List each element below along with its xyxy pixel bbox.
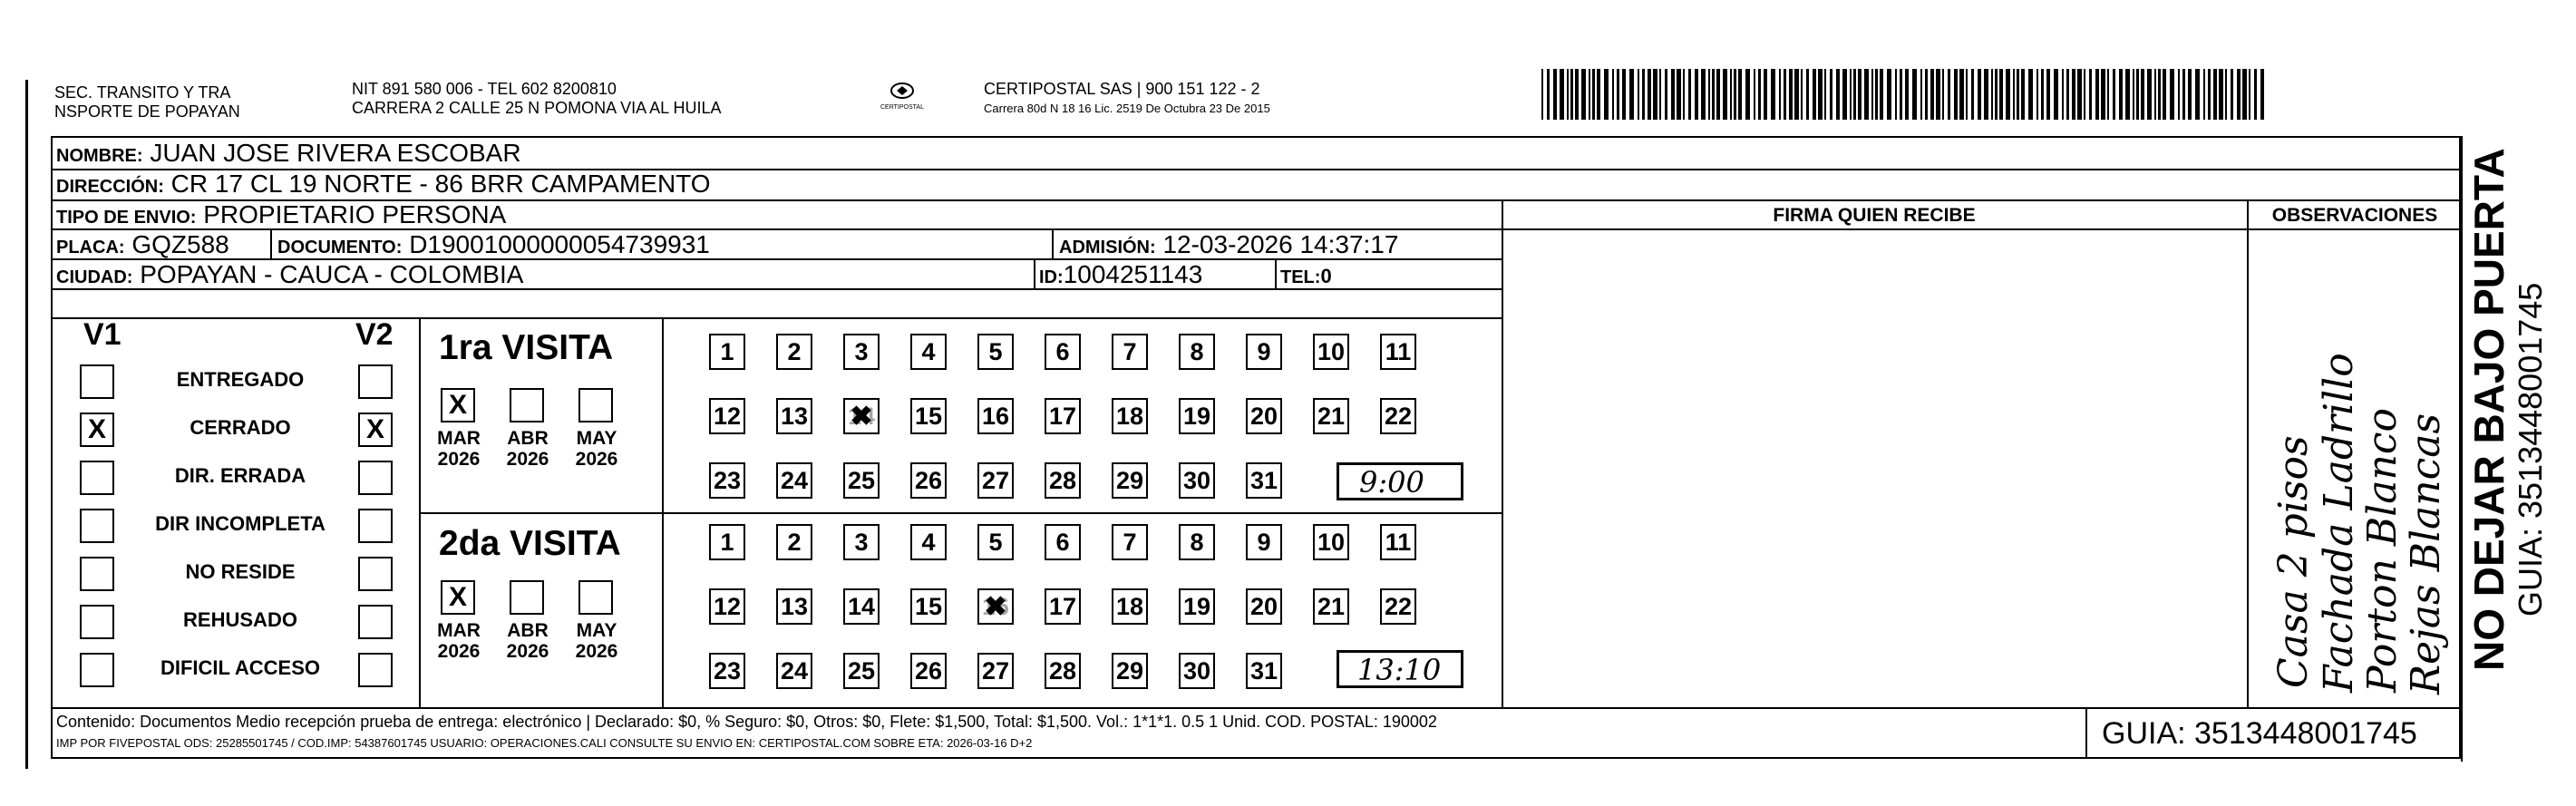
- day-box[interactable]: 18: [1112, 398, 1148, 434]
- day-box[interactable]: 3: [843, 334, 880, 370]
- side-guia: GUIA: 3513448001745: [2512, 282, 2549, 617]
- tel-field: TEL:0: [1280, 265, 1332, 287]
- month-checkbox[interactable]: [578, 388, 613, 422]
- status-label: ENTREGADO: [176, 368, 305, 391]
- day-box[interactable]: 30: [1179, 462, 1215, 499]
- status-label: DIR INCOMPLETA: [155, 512, 326, 535]
- day-box[interactable]: 13: [776, 398, 812, 434]
- status-v1-checkbox[interactable]: [80, 509, 114, 543]
- status-v1-checkbox[interactable]: [80, 364, 114, 399]
- day-box[interactable]: 4: [910, 334, 947, 370]
- day-box[interactable]: 16: [977, 398, 1014, 434]
- direccion-row: DIRECCIÓN: CR 17 CL 19 NORTE - 86 BRR CAMPAMENTO: [56, 170, 711, 198]
- day-box[interactable]: 16 ✖: [977, 588, 1014, 625]
- col-divider: [1502, 199, 1503, 707]
- nombre-row: NOMBRE: JUAN JOSE RIVERA ESCOBAR: [56, 139, 521, 167]
- visit2-time: 13:10: [1357, 653, 1442, 687]
- visit2-title: 2da VISITA: [439, 524, 621, 563]
- day-box[interactable]: 15: [910, 398, 947, 434]
- no-dejar-label: NO DEJAR BAJO PUERTA: [2465, 148, 2513, 671]
- status-v2-checkbox[interactable]: [358, 605, 393, 639]
- month-checkbox[interactable]: [510, 580, 544, 615]
- day-box[interactable]: 3: [843, 524, 880, 560]
- status-v2-checkbox[interactable]: [358, 461, 393, 495]
- row-divider: [51, 707, 2461, 709]
- status-v1-checkbox[interactable]: X: [80, 413, 114, 447]
- cell-divider: [2085, 707, 2087, 759]
- obs-line-4: Rejas Blancas: [2403, 413, 2449, 694]
- status-label: NO RESIDE: [185, 560, 296, 583]
- firma-header: FIRMA QUIEN RECIBE: [1773, 205, 1976, 226]
- day-box[interactable]: 5: [977, 334, 1014, 370]
- day-box[interactable]: 4: [910, 524, 947, 560]
- day-box[interactable]: 17: [1045, 588, 1081, 625]
- day-box[interactable]: 19: [1179, 588, 1215, 625]
- footer-content: Contenido: Documentos Medio recepción prueba de entrega: electrónico | Declarado: $0, % Seguro: $0, Otros: $0, Flete: $1,500, Total: $1,500. Vol.: 1*1*1. 0.5 1 Unid. COD. POSTAL: 190002: [56, 713, 1437, 731]
- cell-divider: [1034, 258, 1035, 288]
- status-v1-checkbox[interactable]: [80, 557, 114, 591]
- visit1-time-box: [1337, 462, 1463, 500]
- visit2-time-box: [1337, 650, 1463, 688]
- day-box[interactable]: 15: [910, 588, 947, 625]
- documento: DOCUMENTO: D19001000000054739931: [277, 230, 710, 258]
- status-label: REHUSADO: [183, 608, 297, 631]
- month-label: MAY 2026: [575, 428, 618, 470]
- obs-line-1: Casa 2 pisos: [2270, 435, 2317, 688]
- day-box[interactable]: 23: [709, 653, 745, 689]
- ciudad: CIUDAD: POPAYAN - CAUCA - COLOMBIA: [56, 260, 524, 288]
- day-box[interactable]: 14 ✖: [843, 398, 880, 434]
- month-label: ABR 2026: [506, 428, 549, 470]
- placa: PLACA: GQZ588: [56, 230, 229, 258]
- cell-divider: [1275, 258, 1277, 288]
- day-box[interactable]: 23: [709, 462, 745, 499]
- left-edge-line: [25, 80, 28, 769]
- day-box[interactable]: 2: [776, 524, 812, 560]
- obs-line-2: Fachada Ladrillo: [2316, 353, 2362, 693]
- footer-guia: GUIA: 3513448001745: [2102, 716, 2417, 751]
- cell-divider: [1052, 228, 1054, 258]
- day-box[interactable]: 20: [1246, 398, 1282, 434]
- day-box[interactable]: 24: [776, 462, 812, 499]
- day-box[interactable]: 17: [1045, 398, 1081, 434]
- sender-address: NIT 891 580 006 - TEL 602 8200810 CARRERA 2 CALLE 25 N POMONA VIA AL HUILA: [352, 80, 722, 117]
- day-box[interactable]: 26: [910, 462, 947, 499]
- month-checkbox[interactable]: X: [441, 580, 475, 615]
- day-box[interactable]: 8: [1179, 334, 1215, 370]
- status-v2-checkbox[interactable]: [358, 557, 393, 591]
- status-v1-checkbox[interactable]: [80, 605, 114, 639]
- v1-label: V1: [83, 317, 122, 352]
- day-box[interactable]: 6: [1045, 524, 1081, 560]
- sender-name: SEC. TRANSITO Y TRA NSPORTE DE POPAYAN: [54, 83, 240, 121]
- day-box[interactable]: 9: [1246, 334, 1282, 370]
- row-divider: [419, 512, 1502, 514]
- status-v2-checkbox[interactable]: [358, 364, 393, 399]
- obs-line-3: Porton Blanco: [2359, 408, 2406, 693]
- month-checkbox[interactable]: X: [441, 388, 475, 422]
- day-box[interactable]: 25: [843, 462, 880, 499]
- status-v2-checkbox[interactable]: X: [358, 413, 393, 447]
- status-v2-checkbox[interactable]: [358, 509, 393, 543]
- footer-imp: IMP POR FIVEPOSTAL ODS: 25285501745 / COD.IMP: 54387601745 USUARIO: OPERACIONES.CALI CONSULTE SU ENVIO EN: CERTIPOSTAL.COM SOBRE ETA: 2026-03-16 D+2: [56, 736, 1033, 750]
- day-box[interactable]: 26: [910, 653, 947, 689]
- day-box[interactable]: 29: [1112, 462, 1148, 499]
- month-label: MAR 2026: [437, 620, 481, 662]
- month-label: ABR 2026: [506, 620, 549, 662]
- day-box[interactable]: 2: [776, 334, 812, 370]
- day-box[interactable]: 19: [1179, 398, 1215, 434]
- month-label: MAY 2026: [575, 620, 618, 662]
- day-box[interactable]: 31: [1246, 462, 1282, 499]
- barcode: [1541, 69, 2276, 120]
- status-label: CERRADO: [190, 416, 291, 439]
- day-box[interactable]: 22: [1380, 398, 1416, 434]
- day-box[interactable]: 25: [843, 653, 880, 689]
- day-box[interactable]: 1: [709, 524, 745, 560]
- day-box[interactable]: 11: [1380, 524, 1416, 560]
- v2-label: V2: [355, 317, 394, 352]
- row-divider: [51, 317, 1502, 319]
- day-box[interactable]: 10: [1313, 524, 1349, 560]
- day-box[interactable]: 29: [1112, 653, 1148, 689]
- status-v1-checkbox[interactable]: [80, 653, 114, 687]
- tipo-envio-row: TIPO DE ENVIO: PROPIETARIO PERSONA: [56, 200, 507, 228]
- day-box[interactable]: 31: [1246, 653, 1282, 689]
- status-label: DIFICIL ACCESO: [160, 656, 320, 679]
- month-checkbox[interactable]: [510, 388, 544, 422]
- month-label: MAR 2026: [437, 428, 481, 470]
- day-box[interactable]: 27: [977, 653, 1014, 689]
- day-box[interactable]: 7: [1112, 334, 1148, 370]
- day-box[interactable]: 27: [977, 462, 1014, 499]
- day-box[interactable]: 6: [1045, 334, 1081, 370]
- month-checkbox[interactable]: [578, 580, 613, 615]
- day-box[interactable]: 12: [709, 398, 745, 434]
- day-box[interactable]: 1: [709, 334, 745, 370]
- status-v2-checkbox[interactable]: [358, 653, 393, 687]
- id-field: ID:1004251143: [1039, 260, 1203, 288]
- day-box[interactable]: 13: [776, 588, 812, 625]
- day-box[interactable]: 21: [1313, 588, 1349, 625]
- status-v1-checkbox[interactable]: [80, 461, 114, 495]
- cell-divider: [270, 228, 272, 258]
- day-box[interactable]: 8: [1179, 524, 1215, 560]
- day-box[interactable]: 24: [776, 653, 812, 689]
- day-box[interactable]: 30: [1179, 653, 1215, 689]
- day-box[interactable]: 28: [1045, 653, 1081, 689]
- day-box[interactable]: 18: [1112, 588, 1148, 625]
- status-label: DIR. ERRADA: [174, 464, 306, 487]
- col-divider: [2461, 136, 2463, 762]
- courier-info: CERTIPOSTAL SAS | 900 151 122 - 2 Carrera 80d N 18 16 Lic. 2519 De Octubra 23 De 2015: [984, 80, 1270, 115]
- day-box[interactable]: 12: [709, 588, 745, 625]
- visit1-time: 9:00: [1359, 465, 1424, 500]
- observations-area: [2247, 230, 2461, 707]
- day-box[interactable]: 9: [1246, 524, 1282, 560]
- day-box[interactable]: 14: [843, 588, 880, 625]
- day-box[interactable]: 5: [977, 524, 1014, 560]
- day-box[interactable]: 21: [1313, 398, 1349, 434]
- day-box[interactable]: 11: [1380, 334, 1416, 370]
- day-box[interactable]: 28: [1045, 462, 1081, 499]
- day-box[interactable]: 20: [1246, 588, 1282, 625]
- admision: ADMISIÓN: 12-03-2026 14:37:17: [1059, 230, 1399, 258]
- visit1-title: 1ra VISITA: [439, 328, 614, 367]
- observaciones-header: OBSERVACIONES: [2271, 205, 2438, 226]
- day-box[interactable]: 7: [1112, 524, 1148, 560]
- day-box[interactable]: 10: [1313, 334, 1349, 370]
- day-box[interactable]: 22: [1380, 588, 1416, 625]
- certipostal-logo: CERTIPOSTAL: [870, 82, 934, 111]
